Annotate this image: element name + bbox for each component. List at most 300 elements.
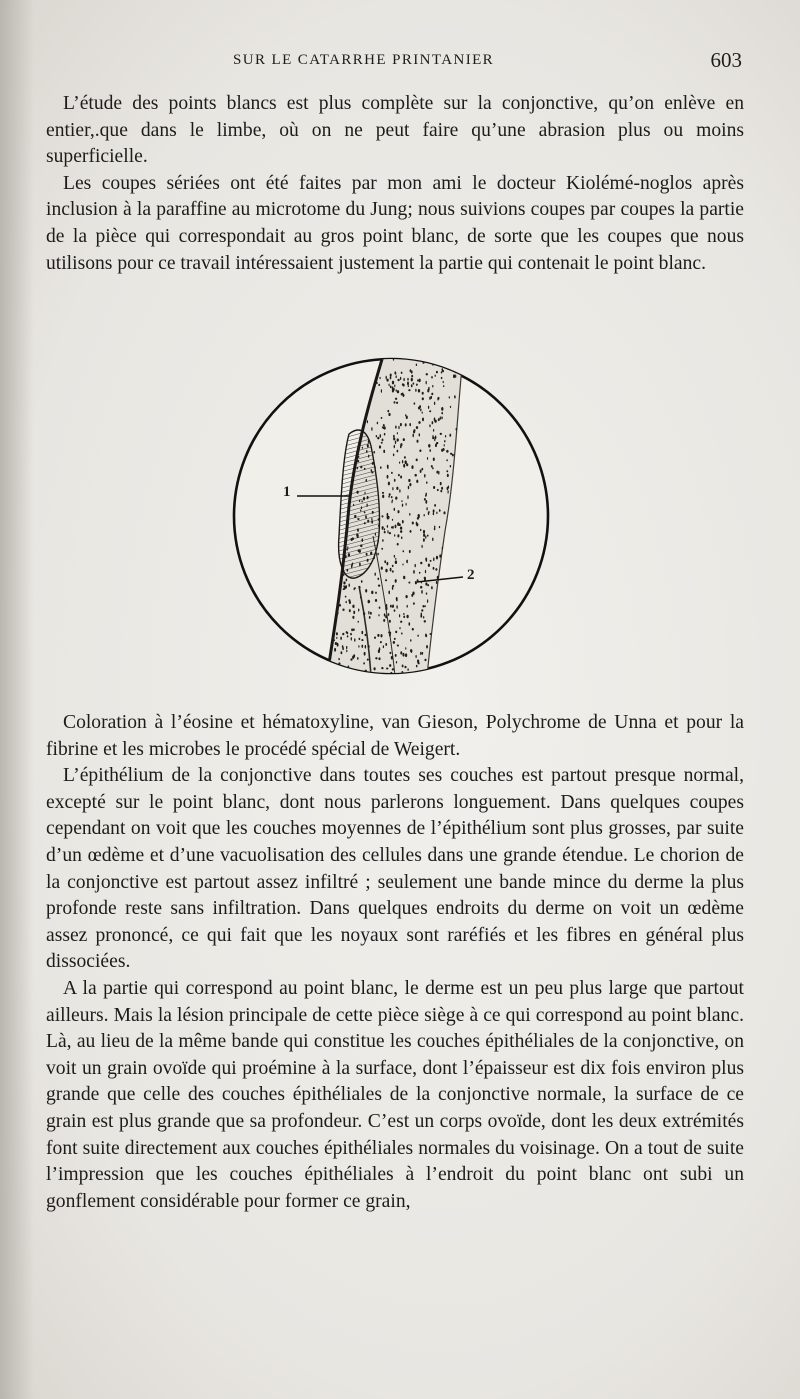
cell-nucleus-dot: [410, 369, 412, 372]
cell-nucleus-dot: [425, 570, 426, 574]
cell-nucleus-dot: [402, 653, 404, 657]
cell-nucleus-dot: [367, 420, 368, 423]
cell-nucleus-dot: [432, 385, 433, 388]
cell-nucleus-dot: [423, 534, 425, 537]
cell-nucleus-dot: [403, 378, 404, 381]
cell-nucleus-dot: [432, 421, 434, 424]
cell-nucleus-dot: [369, 616, 371, 619]
cell-nucleus-dot: [382, 515, 384, 517]
cell-nucleus-dot: [406, 615, 408, 618]
cell-nucleus-dot: [390, 385, 392, 388]
cell-nucleus-dot: [406, 560, 408, 564]
cell-nucleus-dot: [435, 375, 436, 377]
cell-nucleus-dot: [441, 371, 443, 373]
cell-nucleus-dot: [392, 487, 393, 490]
cell-nucleus-dot: [439, 554, 441, 558]
cell-nucleus-dot: [371, 591, 373, 595]
cell-nucleus-dot: [405, 653, 407, 657]
cell-nucleus-dot: [393, 453, 395, 456]
cell-nucleus-dot: [377, 553, 379, 556]
cell-nucleus-dot: [411, 378, 413, 382]
cell-nucleus-dot: [371, 471, 373, 473]
cell-nucleus-dot: [382, 439, 384, 442]
cell-nucleus-dot: [396, 487, 398, 490]
cell-nucleus-dot: [453, 356, 455, 357]
cell-nucleus-dot: [407, 378, 409, 381]
cell-nucleus-dot: [379, 606, 381, 608]
cell-nucleus-dot: [387, 465, 389, 468]
cell-nucleus-dot: [456, 356, 458, 358]
cell-nucleus-dot: [427, 534, 429, 536]
cell-nucleus-dot: [377, 422, 379, 425]
cell-nucleus-dot: [359, 500, 360, 502]
cell-nucleus-dot: [408, 486, 410, 489]
cell-nucleus-dot: [456, 356, 458, 358]
cell-nucleus-dot: [378, 657, 380, 660]
cell-nucleus-dot: [336, 632, 338, 635]
cell-nucleus-dot: [395, 560, 397, 564]
cell-nucleus-dot: [392, 565, 394, 567]
cell-nucleus-dot: [414, 564, 415, 567]
cell-nucleus-dot: [364, 468, 366, 470]
cell-nucleus-dot: [393, 641, 395, 644]
cell-nucleus-dot: [385, 579, 387, 581]
cell-nucleus-dot: [364, 652, 366, 656]
cell-nucleus-dot: [394, 609, 396, 612]
cell-nucleus-dot: [437, 371, 438, 374]
cell-nucleus-dot: [336, 637, 337, 639]
cell-nucleus-dot: [424, 514, 425, 516]
cell-nucleus-dot: [416, 459, 418, 462]
cell-nucleus-dot: [423, 616, 424, 619]
cell-nucleus-dot: [413, 383, 415, 385]
cell-nucleus-dot: [392, 668, 394, 670]
cell-nucleus-dot: [403, 384, 405, 387]
cell-nucleus-dot: [449, 434, 451, 437]
cell-nucleus-dot: [408, 622, 410, 625]
cell-nucleus-dot: [379, 445, 381, 448]
cell-nucleus-dot: [410, 639, 411, 642]
cell-nucleus-dot: [416, 384, 418, 386]
cell-nucleus-dot: [400, 443, 402, 446]
cell-nucleus-dot: [408, 582, 410, 584]
cell-nucleus-dot: [392, 526, 393, 529]
cell-nucleus-dot: [377, 577, 379, 580]
cell-nucleus-dot: [378, 518, 380, 520]
cell-nucleus-dot: [353, 628, 355, 630]
cell-nucleus-dot: [425, 671, 427, 673]
cell-nucleus-dot: [401, 536, 402, 539]
cell-nucleus-dot: [434, 439, 435, 442]
cell-nucleus-dot: [396, 661, 397, 664]
cell-nucleus-dot: [437, 576, 439, 579]
cell-nucleus-dot: [421, 590, 423, 594]
cell-nucleus-dot: [425, 557, 427, 560]
cell-nucleus-dot: [395, 425, 397, 428]
cell-nucleus-dot: [444, 444, 445, 447]
cell-nucleus-dot: [339, 604, 341, 607]
cell-nucleus-dot: [435, 435, 436, 438]
cell-nucleus-dot: [395, 631, 397, 634]
cell-nucleus-dot: [375, 466, 376, 470]
cell-nucleus-dot: [365, 645, 367, 649]
cell-nucleus-dot: [400, 621, 402, 623]
cell-nucleus-dot: [420, 562, 422, 565]
cell-nucleus-dot: [396, 375, 397, 378]
cell-nucleus-dot: [358, 621, 359, 623]
cell-nucleus-dot: [402, 664, 404, 667]
cell-nucleus-dot: [433, 458, 435, 461]
cell-nucleus-dot: [392, 519, 393, 521]
cell-nucleus-dot: [417, 440, 419, 443]
cell-nucleus-dot: [365, 515, 367, 519]
cell-nucleus-dot: [416, 665, 418, 668]
cell-nucleus-dot: [398, 474, 400, 476]
cell-nucleus-dot: [433, 486, 435, 489]
paragraph: A la partie qui correspond au point blanc, le derme est un peu plus large que partout ailleurs. Mais la lésion principale de cette pièce siège à ce qui correspond au point blanc. Là, au lieu de la même bande qui constitue les couches épithéliales de la conjonctive, on voit un grain ovoïde qui proémine à la surface, dont l’épaisseur est dix fois environ plus grande que celle des couches épithéliales de la conjonctive normale, la surface de ce grain est plus grande que sa profondeur. C’est un corps ovoïde, dont les deux extrémités font suite directement aux couches épithéliales normales du voisinage. On a tout de suite l’impression que les couches épithéliales à l’endroit du point blanc ont subi un gonflement considérable pour former ce grain,: [46, 977, 744, 1212]
cell-nucleus-dot: [387, 475, 389, 479]
cell-nucleus-dot: [405, 503, 406, 506]
cell-nucleus-dot: [337, 611, 339, 614]
cell-nucleus-dot: [446, 470, 448, 472]
cell-nucleus-dot: [403, 356, 405, 358]
cell-nucleus-dot: [375, 599, 376, 601]
cell-nucleus-dot: [422, 652, 424, 655]
cell-nucleus-dot: [442, 370, 444, 373]
cell-nucleus-dot: [433, 509, 435, 512]
cell-nucleus-dot: [350, 633, 352, 636]
cell-nucleus-dot: [455, 375, 456, 378]
cell-nucleus-dot: [452, 454, 454, 457]
cell-nucleus-dot: [360, 466, 362, 469]
cell-nucleus-dot: [429, 410, 431, 412]
figure-label-2: 2: [467, 567, 475, 583]
cell-nucleus-dot: [354, 638, 355, 642]
cell-nucleus-dot: [454, 364, 456, 366]
cell-nucleus-dot: [433, 512, 434, 515]
cell-nucleus-dot: [380, 641, 382, 643]
cell-nucleus-dot: [422, 411, 423, 413]
cell-nucleus-dot: [397, 644, 399, 646]
cell-nucleus-dot: [394, 555, 395, 558]
cell-nucleus-dot: [400, 377, 401, 380]
cell-nucleus-dot: [408, 479, 410, 482]
cell-nucleus-dot: [408, 385, 409, 387]
cell-nucleus-dot: [361, 645, 363, 648]
cell-nucleus-dot: [366, 479, 367, 482]
cell-nucleus-dot: [397, 432, 398, 434]
cell-nucleus-dot: [383, 424, 385, 427]
cell-nucleus-dot: [388, 495, 390, 497]
cell-nucleus-dot: [363, 662, 365, 664]
cell-nucleus-dot: [441, 487, 443, 490]
cell-nucleus-dot: [419, 449, 421, 452]
cell-nucleus-dot: [418, 407, 420, 410]
cell-nucleus-dot: [361, 500, 362, 502]
cell-nucleus-dot: [394, 445, 395, 449]
cell-nucleus-dot: [450, 465, 452, 467]
cell-nucleus-dot: [346, 649, 347, 652]
cell-nucleus-dot: [458, 356, 460, 358]
cell-nucleus-dot: [347, 569, 349, 572]
cell-nucleus-dot: [388, 384, 389, 387]
cell-nucleus-dot: [413, 570, 415, 574]
cell-nucleus-dot: [447, 490, 448, 494]
cell-nucleus-dot: [347, 635, 349, 637]
cell-nucleus-dot: [431, 393, 433, 396]
cell-nucleus-dot: [333, 639, 335, 641]
cell-nucleus-dot: [382, 495, 384, 498]
paragraph: L’étude des points blancs est plus complète sur la conjonctive, qu’on enlève en entier,.que dans le limbe, où on ne peut faire qu’une abrasion plus ou moins superficielle.: [46, 93, 744, 168]
cell-nucleus-dot: [342, 633, 344, 636]
cell-nucleus-dot: [340, 651, 342, 654]
cell-nucleus-dot: [364, 492, 365, 495]
cell-nucleus-dot: [345, 596, 347, 598]
cell-nucleus-dot: [440, 433, 442, 435]
page-gutter-shadow: [0, 0, 34, 1399]
cell-nucleus-dot: [382, 526, 384, 528]
cell-nucleus-dot: [389, 620, 391, 623]
cell-nucleus-dot: [399, 489, 400, 493]
cell-nucleus-dot: [390, 632, 391, 635]
cell-nucleus-dot: [397, 450, 399, 453]
cell-nucleus-dot: [367, 520, 369, 523]
cell-nucleus-dot: [431, 376, 433, 379]
cell-nucleus-dot: [425, 535, 426, 538]
cell-nucleus-dot: [356, 491, 358, 494]
cell-nucleus-dot: [426, 381, 427, 385]
cell-nucleus-dot: [403, 464, 405, 468]
cell-nucleus-dot: [397, 379, 399, 381]
cell-nucleus-dot: [372, 511, 374, 514]
cell-nucleus-dot: [374, 667, 376, 670]
cell-nucleus-dot: [371, 469, 372, 472]
cell-nucleus-dot: [406, 463, 408, 466]
cell-nucleus-dot: [416, 363, 417, 366]
cell-nucleus-dot: [438, 397, 440, 400]
cell-nucleus-dot: [399, 627, 400, 630]
cell-nucleus-dot: [390, 373, 392, 376]
cell-nucleus-dot: [392, 585, 394, 587]
cell-nucleus-dot: [362, 447, 363, 449]
cell-nucleus-dot: [376, 435, 378, 437]
cell-nucleus-dot: [407, 382, 409, 386]
cell-nucleus-dot: [402, 563, 403, 565]
cell-nucleus-dot: [403, 576, 405, 579]
cell-nucleus-dot: [425, 634, 427, 637]
cell-nucleus-dot: [412, 522, 414, 525]
cell-nucleus-dot: [374, 573, 375, 576]
cell-nucleus-dot: [409, 483, 411, 486]
cell-nucleus-dot: [367, 674, 368, 676]
cell-nucleus-dot: [383, 450, 385, 453]
cell-nucleus-dot: [399, 461, 400, 463]
cell-nucleus-dot: [385, 643, 387, 646]
cell-nucleus-dot: [438, 471, 439, 475]
cell-nucleus-dot: [358, 608, 359, 611]
cell-nucleus-dot: [342, 647, 344, 651]
cell-nucleus-dot: [387, 525, 388, 528]
cell-nucleus-dot: [400, 530, 402, 533]
cell-nucleus-dot: [434, 504, 436, 507]
cell-nucleus-dot: [397, 438, 399, 441]
cell-nucleus-dot: [416, 480, 418, 483]
cell-nucleus-dot: [454, 395, 456, 398]
cell-nucleus-dot: [400, 651, 402, 654]
cell-nucleus-dot: [392, 386, 394, 389]
cell-nucleus-dot: [412, 434, 413, 438]
cell-nucleus-dot: [346, 530, 348, 533]
cell-nucleus-dot: [426, 592, 428, 594]
cell-nucleus-dot: [380, 434, 382, 438]
cell-nucleus-dot: [357, 460, 359, 462]
cell-nucleus-dot: [357, 450, 359, 452]
cell-nucleus-dot: [398, 426, 399, 430]
cell-nucleus-dot: [359, 638, 361, 640]
cell-nucleus-dot: [402, 392, 403, 395]
cell-nucleus-dot: [443, 511, 445, 514]
cell-nucleus-dot: [390, 568, 392, 572]
cell-nucleus-dot: [436, 581, 438, 584]
cell-nucleus-dot: [387, 410, 389, 413]
cell-nucleus-dot: [388, 613, 390, 616]
cell-nucleus-dot: [412, 628, 414, 631]
cell-nucleus-dot: [383, 619, 385, 622]
cell-nucleus-dot: [369, 402, 370, 406]
cell-nucleus-dot: [424, 474, 426, 478]
cell-nucleus-dot: [386, 376, 387, 380]
cell-nucleus-dot: [425, 582, 427, 585]
cell-nucleus-dot: [432, 435, 433, 439]
cell-nucleus-dot: [347, 546, 348, 548]
cell-nucleus-dot: [374, 636, 376, 638]
cell-nucleus-dot: [378, 437, 380, 440]
cell-nucleus-dot: [419, 671, 421, 674]
cell-nucleus-dot: [405, 414, 406, 416]
cell-nucleus-dot: [439, 509, 441, 512]
cell-nucleus-dot: [383, 427, 385, 429]
cell-nucleus-dot: [419, 379, 421, 383]
running-head: [0, 50, 800, 76]
cell-nucleus-dot: [428, 564, 430, 567]
cell-nucleus-dot: [395, 496, 397, 499]
cell-nucleus-dot: [380, 634, 382, 637]
cell-nucleus-dot: [444, 440, 446, 442]
cell-nucleus-dot: [346, 548, 348, 550]
cell-nucleus-dot: [412, 592, 414, 596]
cell-nucleus-dot: [388, 631, 390, 633]
cell-nucleus-dot: [391, 472, 393, 474]
cell-nucleus-dot: [400, 526, 402, 529]
paragraph: Les coupes sériées ont été faites par mon ami le docteur Kiolémé-noglos après inclusion à la paraffine au microtome du Jung; nous suivions coupes par coupes la partie de la pièce qui correspondait au gros point blanc, de sorte que les coupes que nous utilisons pour ce travail intéressaient justement la partie qui contenait le point blanc.: [46, 172, 744, 274]
cell-nucleus-dot: [400, 476, 402, 479]
cell-nucleus-dot: [364, 522, 366, 524]
cell-nucleus-dot: [436, 556, 438, 560]
cell-nucleus-dot: [387, 530, 388, 533]
cell-nucleus-dot: [419, 572, 421, 574]
cell-nucleus-dot: [381, 667, 383, 669]
cell-nucleus-dot: [349, 609, 351, 612]
cell-nucleus-dot: [359, 586, 361, 589]
cell-nucleus-dot: [403, 613, 404, 615]
cell-nucleus-dot: [368, 645, 370, 648]
cell-nucleus-dot: [424, 620, 426, 622]
cell-nucleus-dot: [424, 498, 426, 501]
cell-nucleus-dot: [354, 587, 356, 589]
cell-nucleus-dot: [427, 584, 429, 586]
cell-nucleus-dot: [409, 356, 410, 358]
cell-nucleus-dot: [404, 456, 406, 459]
cell-nucleus-dot: [382, 539, 384, 542]
cell-nucleus-dot: [367, 444, 369, 448]
cell-nucleus-dot: [440, 490, 442, 492]
cell-nucleus-dot: [386, 604, 387, 608]
cell-nucleus-dot: [434, 527, 436, 530]
cell-nucleus-dot: [430, 560, 432, 562]
cell-nucleus-dot: [450, 453, 452, 455]
cell-nucleus-dot: [359, 550, 361, 553]
cell-nucleus-dot: [385, 615, 387, 618]
cell-nucleus-dot: [391, 656, 393, 660]
cell-nucleus-dot: [428, 444, 430, 448]
cell-nucleus-dot: [446, 459, 448, 461]
running-title: SUR LE CATARRHE PRINTANIER: [233, 52, 495, 68]
cell-nucleus-dot: [346, 646, 347, 649]
cell-nucleus-dot: [395, 440, 396, 444]
cell-nucleus-dot: [432, 538, 433, 542]
cell-nucleus-dot: [378, 525, 380, 527]
cell-nucleus-dot: [428, 387, 430, 390]
cell-nucleus-dot: [378, 541, 379, 543]
cell-nucleus-dot: [403, 550, 405, 552]
cell-nucleus-dot: [395, 579, 397, 583]
cell-nucleus-dot: [431, 465, 433, 468]
cell-nucleus-dot: [427, 599, 428, 603]
cell-nucleus-dot: [430, 633, 432, 635]
cell-nucleus-dot: [363, 497, 365, 501]
cell-nucleus-dot: [383, 645, 384, 648]
cell-nucleus-dot: [436, 511, 437, 514]
cell-nucleus-dot: [348, 599, 350, 601]
cell-nucleus-dot: [346, 631, 348, 633]
cell-nucleus-dot: [353, 504, 354, 506]
cell-nucleus-dot: [391, 500, 392, 503]
cell-nucleus-dot: [409, 513, 410, 516]
cell-nucleus-dot: [393, 435, 395, 438]
cell-nucleus-dot: [422, 392, 424, 395]
cell-nucleus-dot: [427, 457, 428, 460]
cell-nucleus-dot: [399, 674, 401, 676]
cell-nucleus-dot: [351, 564, 353, 567]
cell-nucleus-dot: [417, 660, 419, 663]
cell-nucleus-dot: [428, 511, 430, 514]
cell-nucleus-dot: [396, 402, 398, 404]
cell-nucleus-dot: [396, 599, 398, 602]
cell-nucleus-dot: [402, 504, 403, 507]
cell-nucleus-dot: [420, 652, 421, 655]
cell-nucleus-dot: [411, 465, 413, 469]
cell-nucleus-dot: [405, 423, 407, 426]
cell-nucleus-dot: [352, 616, 354, 619]
cell-nucleus-dot: [439, 526, 440, 528]
cell-nucleus-dot: [431, 396, 432, 399]
cell-nucleus-dot: [361, 506, 362, 509]
cell-nucleus-dot: [377, 634, 379, 637]
cell-nucleus-dot: [456, 428, 458, 431]
cell-nucleus-dot: [394, 401, 396, 404]
cell-nucleus-dot: [422, 397, 424, 400]
cell-nucleus-dot: [371, 520, 373, 523]
